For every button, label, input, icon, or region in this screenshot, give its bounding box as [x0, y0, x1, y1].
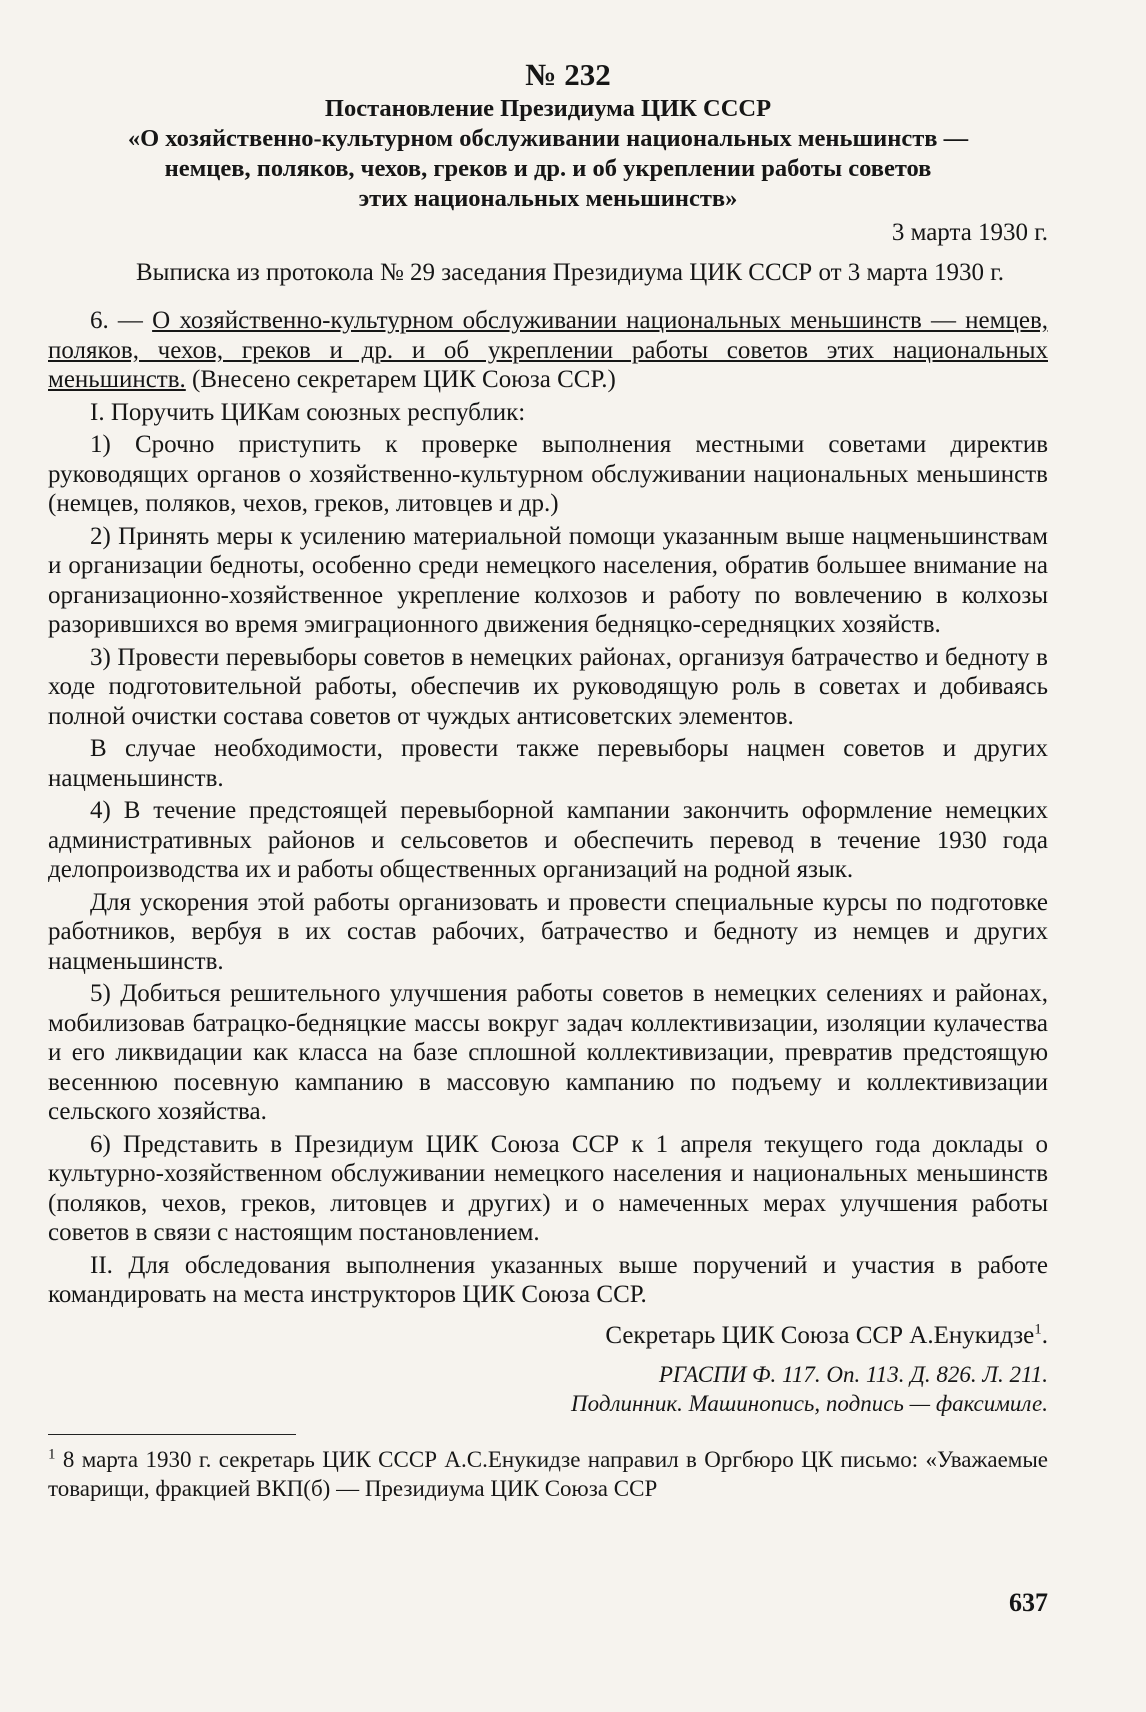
paragraph-point-2: 2) Принять меры к усилению материальной помощи указанным выше нацменьшинствам и организации бедноты, особенно среди немецкого населения, обратив большее внимание на организационно-хозяйственное укрепление колхозов и работу по вовлечению в колхозы разорившихся во время эмиграционного движения бедняцко-середняцких хозяйств. [48, 522, 1048, 638]
paragraph-point-5: 5) Добиться решительного улучшения работы советов в немецких селениях и районах, мобилизовав батрацко-бедняцкие массы вокруг задач коллективизации, изоляции кулачества и его ликвидации как класса на базе сплошной коллективизации, превратив предстоящую весеннюю посевную кампанию в массовую кампанию по подъему и коллективизации сельского хозяйства. [48, 980, 1048, 1125]
archive-source: РГАСПИ Ф. 117. Оп. 113. Д. 826. Л. 211. [658, 1361, 1048, 1387]
footnote-divider [48, 1434, 296, 1435]
footnote [48, 1445, 1048, 1503]
footnote-reference: 1 [1034, 1321, 1042, 1338]
paragraph-point-3-addendum: В случае необходимости, провести также перевыборы нацмен советов и других нацменьшинств. [48, 735, 1048, 792]
document-date: 3 марта 1930 г. [891, 219, 1048, 246]
protocol-extract: Выписка из протокола № 29 заседания Президиума ЦИК СССР от 3 марта 1930 г. [136, 259, 1004, 286]
title-line: «О хозяйственно-культурном обслуживании национальных меньшинств — [127, 125, 969, 152]
title-line: этих национальных меньшинств» [358, 185, 738, 212]
footnote-text: 8 марта 1930 г. секретарь ЦИК СССР А.С.Енукидзе направил в Оргбюро ЦК письмо: «Уважаемые товарищи, фракцией ВКП(б) — Президиума ЦИК Союза ССР [48, 1446, 1048, 1501]
signature-line [48, 1320, 1048, 1352]
title-line: Постановление Президиума ЦИК СССР [324, 95, 772, 122]
paragraph-point-3: 3) Провести перевыборы советов в немецких районах, организуя батрачество и бедноту в ходе подготовительной работы, обеспечив их руководящую роль в советах и добиваясь полной очистки состава советов от чуждых антисоветских элементов. [48, 643, 1048, 730]
document-title [48, 94, 1048, 214]
document-page [48, 56, 1048, 1503]
signature-text: Секретарь ЦИК Союза ССР А.Енукидзе [605, 1321, 1035, 1349]
title-line: немцев, поляков, чехов, греков и др. и об укреплении работы советов [164, 155, 932, 182]
item-6-note: (Внесено секретарем ЦИК Союза ССР.) [185, 366, 616, 393]
paragraph-point-4-addendum: Для ускорения этой работы организовать и провести специальные курсы по подготовке работников, вербуя в их состав рабочих, батрачество и бедноту из немцев и других нацменьшинств. [48, 888, 1048, 975]
item-6-prefix: 6. — [90, 307, 153, 334]
document-number: № 232 [525, 57, 611, 92]
archive-note: Подлинник. Машинопись, подпись — факсимиле. [571, 1390, 1048, 1416]
item-6-title: О хозяйственно-культурном обслуживании национальных меньшинств — немцев, поляков, чехов, греков и др. и об укреплении работы советов этих национальных меньшинств. [48, 307, 1048, 393]
paragraph-section-1: I. Поручить ЦИКам союзных республик: [90, 398, 526, 426]
footnote-mark: 1 [48, 1445, 56, 1462]
paragraph-point-4: 4) В течение предстоящей перевыборной кампании закончить оформление немецких административных районов и сельсоветов и обеспечить перевод в течение 1930 года делопроизводства их и работы общественных организаций на родной язык. [48, 797, 1048, 883]
paragraph-section-2: II. Для обследования выполнения указанных выше поручений и участия в работе командировать на места инструкторов ЦИК Союза ССР. [48, 1251, 1048, 1308]
archive-reference [48, 1360, 1048, 1418]
signature-period: . [1041, 1321, 1048, 1349]
paragraph-point-6: 6) Представить в Президиум ЦИК Союза ССР к 1 апреля текущего года доклады о культурно-хозяйственном обслуживании немецкого населения и национальных меньшинств (поляков, чехов, греков, литовцев и других) и о намеченных мерах улучшения работы советов в связи с настоящим постановлением. [48, 1130, 1048, 1246]
page-number: 637 [1009, 1588, 1048, 1617]
paragraph-point-1: 1) Срочно приступить к проверке выполнения местными советами директив руководящих органов о хозяйственно-культурном обслуживании национальных меньшинств (немцев, поляков, чехов, греков, литовцев и др.) [48, 431, 1048, 517]
item-6-paragraph [48, 306, 1048, 395]
